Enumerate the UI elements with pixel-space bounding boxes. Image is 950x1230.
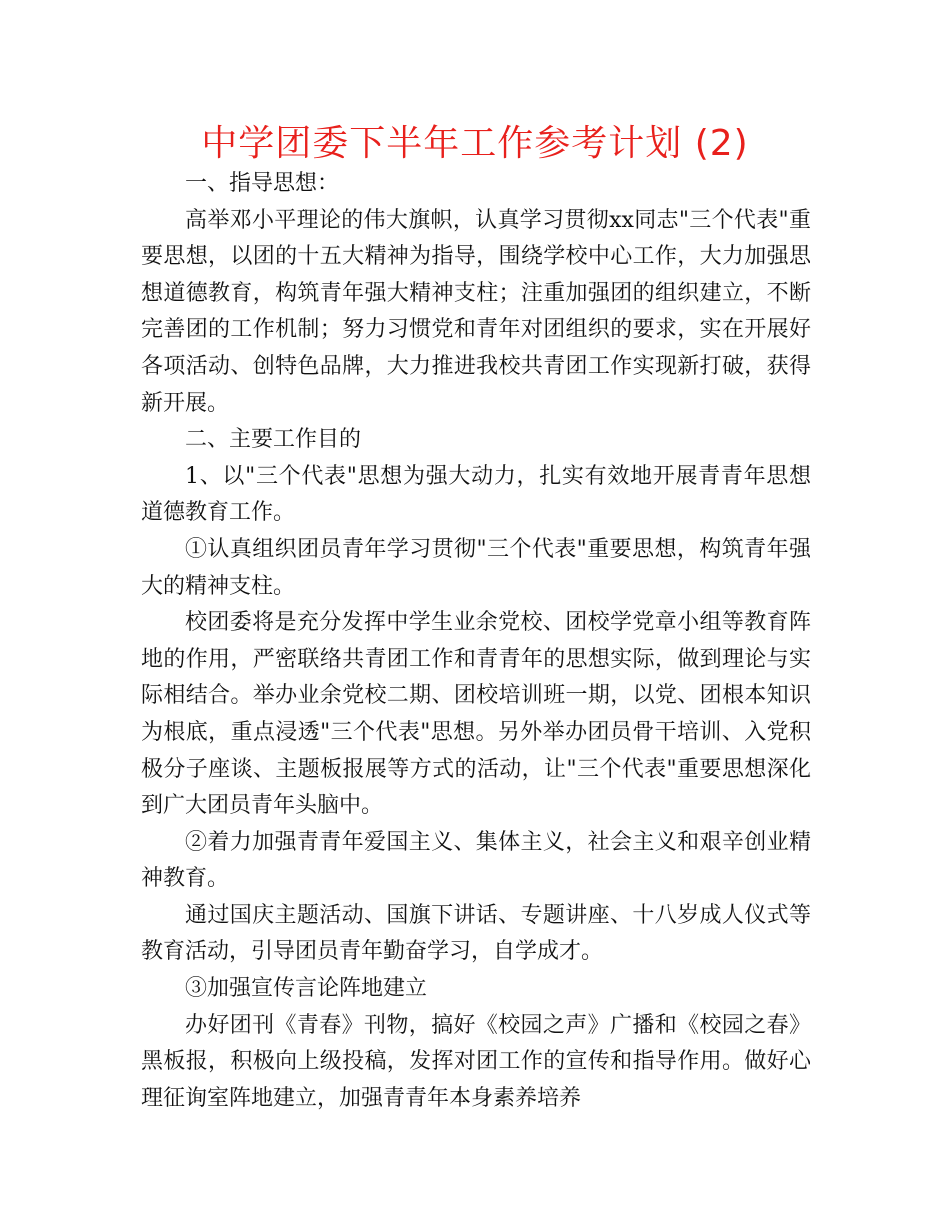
- section-heading-main-goals: 二、主要工作目的: [185, 427, 362, 453]
- sub-item-2: ②着力加强青青年爱国主义、集体主义，社会主义和艰辛创业精神教育。: [141, 829, 811, 892]
- paragraph-publicity: 办好团刊《青春》刊物，搞好《校园之声》广播和《校园之春》黑板报，积极向上级投稿，发挥对团工作的宣传和指导作用。做好心理征询室阵地建立，加强青青年本身素养培养: [141, 1012, 811, 1111]
- document-body: [141, 166, 811, 1117]
- paragraph-party-school: 校团委将是充分发挥中学生业余党校、团校学党章小组等教育阵地的作用，严密联络共青团工作和青青年的思想实际，做到理论与实际相结合。举办业余党校二期、团校培训班一期，以党、团根本知识为根底，重点浸透"三个代表"思想。另外举办团员骨干培训、入党积极分子座谈、主题板报展等方式的活动，让"三个代表"重要思想深化到广大团员青年头脑中。: [141, 610, 811, 819]
- sub-item-1: ①认真组织团员青年学习贯彻"三个代表"重要思想，构筑青年强大的精神支柱。: [141, 536, 811, 599]
- sub-item-3: ③加强宣传言论阵地建立: [185, 976, 428, 1002]
- document-title: 中学团委下半年工作参考计划 (2): [201, 123, 749, 164]
- paragraph-national-day: 通过国庆主题活动、国旗下讲话、专题讲座、十八岁成人仪式等教育活动，引导团员青年勤奋学习，自学成才。: [141, 902, 811, 965]
- section-heading-guiding-thought: 一、指导思想：: [185, 171, 340, 196]
- goal-item-1: 1、以"三个代表"思想为强大动力，扎实有效地开展青青年思想道德教育工作。: [141, 463, 811, 526]
- paragraph-guiding-thought: 高举邓小平理论的伟大旗帜，认真学习贯彻xx同志"三个代表"重要思想，以团的十五大精神为指导，围绕学校中心工作，大力加强思想道德教育，构筑青年强大精神支柱；注重加强团的组织建立，不断完善团的工作机制；努力习惯党和青年对团组织的要求，实在开展好各项活动、创特色品牌，大力推进我校共青团工作实现新打破，获得新开展。: [141, 207, 811, 416]
